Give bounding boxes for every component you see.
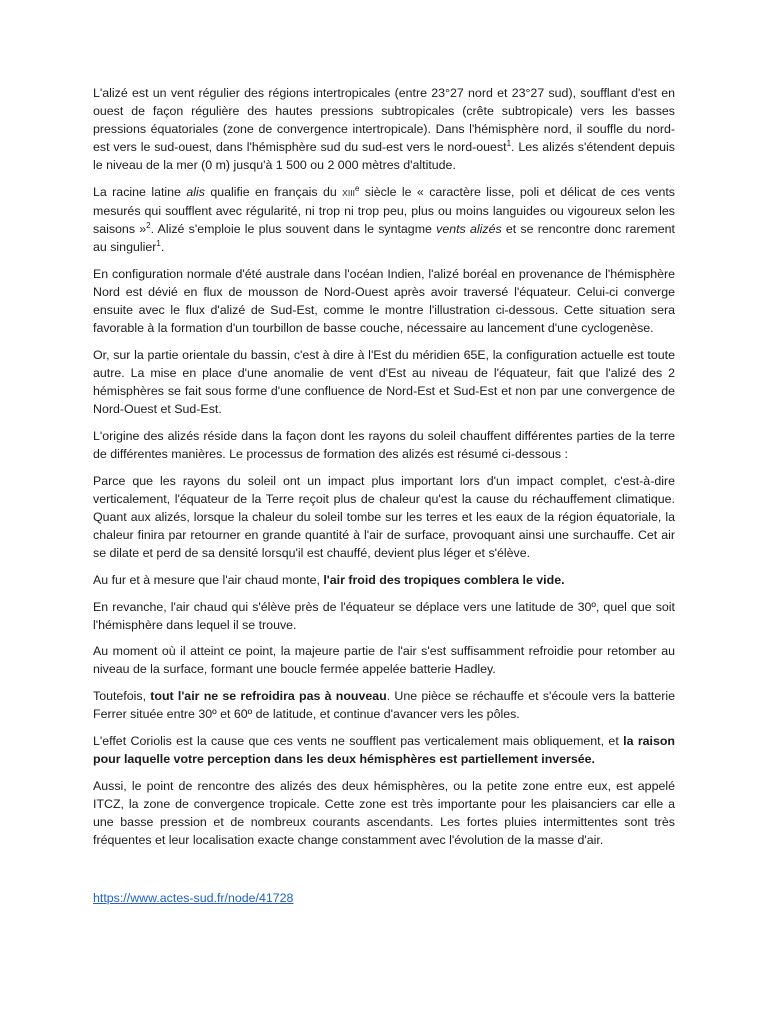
paragraph-2 [93, 183, 675, 256]
century-suffix: e [354, 183, 360, 193]
paragraph-1-text-end: . Les alizés s'étendent depuis le niveau de la mer (0 m) jusqu'à 1 500 ou 2 000 mètres d'altitude. [93, 140, 675, 173]
paragraph-10 [93, 687, 675, 723]
paragraph-1-text: L'alizé est un vent régulier des régions intertropicales (entre 23°27 nord et 23°27 sud), soufflant d'est en ouest de façon régulière des hautes pressions subtropicales (crête subtropicale) vers les basses pressions équatoriales (zone de convergence intertropicale). Dans l'hémisphère nord, il souffle du nord-est vers le sud-ouest, dans l'hémisphère sud du sud-est vers le nord-ouest [93, 86, 675, 155]
paragraph-11-text: L'effet Coriolis est la cause que ces vents ne soufflent pas verticalement mais obliquement, et [93, 733, 624, 748]
paragraph-10-text-end: . Une pièce se réchauffe et s'écoule vers la batterie Ferrer située entre 30º et 60º de latitude, et continue d'avancer vers les pôles. [93, 689, 675, 722]
paragraph-7-text: Au fur et à mesure que l'air chaud monte, [93, 572, 324, 587]
paragraph-4: Or, sur la partie orientale du bassin, c'est à dire à l'Est du méridien 65E, la configuration actuelle est toute autre. La mise en place d'une anomalie de vent d'Est au niveau de l'équateur, fait que l'alizé des 2 hémisphères se fait sous forme d'une confluence de Nord-Est et Sud-Est et non par une convergence de Nord-Ouest et Sud-Est. [93, 348, 675, 417]
paragraph-5: L'origine des alizés réside dans la façon dont les rayons du soleil chauffent différentes parties de la terre de différentes manières. Le processus de formation des alizés est résumé ci-dessous : [93, 428, 675, 462]
paragraph-2-text: La racine latine [93, 185, 187, 200]
century-numeral: XIII [342, 188, 355, 199]
paragraph-11-bold: la raison pour laquelle votre perception dans les deux hémisphères est partiellement inversée. [93, 733, 675, 766]
paragraph-6: Parce que les rayons du soleil ont un impact plus important lors d'un impact complet, c'est-à-dire verticalement, l'équateur de la Terre reçoit plus de chaleur qu'est la cause du réchauffement climatique. Quant aux alizés, lorsque la chaleur du soleil tombe sur les terres et les eaux de la région équatoriale, la chaleur finira par retourner en grande quantité à l'air de surface, provoquant ainsi une surchauffe. Cet air se dilate et perd de sa densité lorsqu'il est chauffé, devient plus léger et s'élève. [93, 473, 675, 561]
paragraph-2-text: qualifie en français du [204, 185, 343, 200]
paragraph-3: En configuration normale d'été australe dans l'océan Indien, l'alizé boréal en provenance de l'hémisphère Nord est dévié en flux de mousson de Nord-Ouest après avoir traversé l'équateur. Celui-ci converge ensuite avec le flux d'alizé de Sud-Est, comme le montre l'illustration ci-dessous. Cette situation sera favorable à la formation d'un tourbillon de basse couche, nécessaire au lancement d'une cyclogenèse. [93, 267, 675, 336]
footnote-ref: 2 [146, 221, 151, 231]
paragraph-11 [93, 732, 675, 768]
footnote-ref: 1 [156, 239, 161, 249]
paragraph-10-text: Toutefois, [93, 689, 151, 704]
paragraph-2-text: . [160, 240, 165, 255]
paragraph-12: Aussi, le point de rencontre des alizés des deux hémisphères, ou la petite zone entre eux, est appelé ITCZ, la zone de convergence tropicale. Cette zone est très importante pour les plaisanciers car elle a une basse pression et de nombreux courants ascendants. Les fortes pluies intermittentes sont très fréquentes et leur localisation exacte change constamment avec l'évolution de la masse d'air. [93, 778, 675, 847]
paragraph-2-text: siècle le « caractère lisse, poli et délicat de ces vents mesurés qui soufflent avec régularité, ni trop ni trop peu, plus ou moins languides ou vigoureux selon les saisons » [93, 185, 675, 237]
document-body [93, 84, 675, 907]
paragraph-10-bold: tout l'air ne se refroidira pas à nouveau [150, 689, 387, 704]
italic-term: vents alizés [436, 222, 502, 237]
paragraph-1 [93, 84, 675, 174]
footnote-ref: 1 [506, 139, 512, 149]
paragraph-9: Au moment où il atteint ce point, la majeure partie de l'air s'est suffisamment refroidie pour retomber au niveau de la surface, formant une boucle fermée appelée batterie Hadley. [93, 644, 675, 677]
italic-term: alis [186, 185, 205, 200]
paragraph-7 [93, 571, 675, 589]
paragraph-7-bold: l'air froid des tropiques comblera le vide. [323, 572, 565, 587]
paragraph-2-text: . Alizé s'emploie le plus souvent dans le syntagme [150, 222, 437, 237]
paragraph-2-text: et se rencontre donc rarement au singulier [93, 222, 675, 255]
source-link[interactable]: https://www.actes-sud.fr/node/41728 [93, 890, 294, 905]
paragraph-8: En revanche, l'air chaud qui s'élève près de l'équateur se déplace vers une latitude de 30º, quel que soit l'hémisphère dans lequel il se trouve. [93, 599, 675, 632]
